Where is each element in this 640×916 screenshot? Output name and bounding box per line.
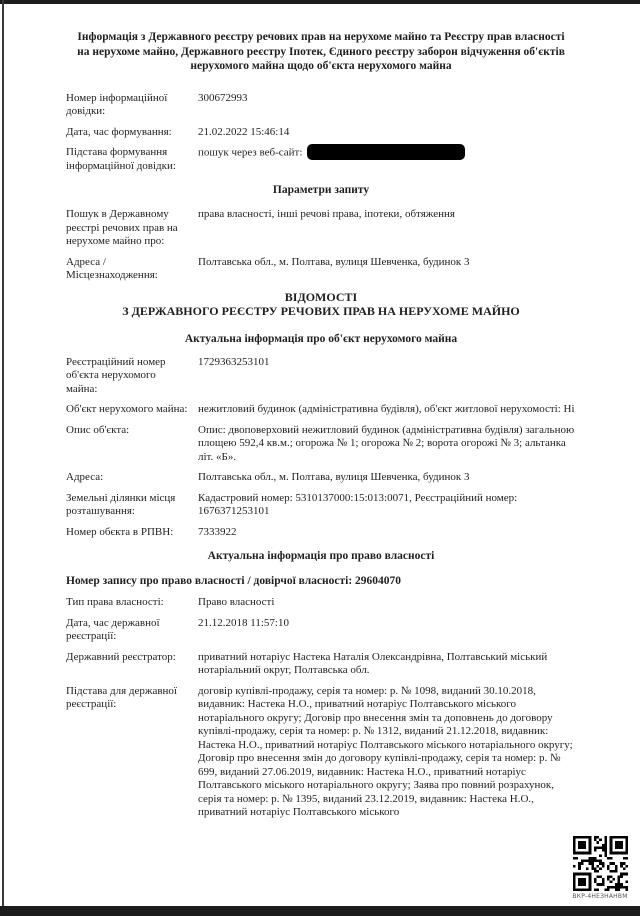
field-row-rpvn-number xyxy=(66,526,576,540)
field-value: 21.02.2022 15:46:14 xyxy=(198,125,290,138)
qr-caption: ВКР-4НЕЗНАНВМ xyxy=(572,893,628,900)
redaction-box xyxy=(307,144,465,160)
field-label: Номер інформаційної довідки: xyxy=(66,91,168,117)
ownership-record-heading: Номер запису про право власності / довірчої власності: 29604070 xyxy=(66,575,402,587)
field-value: 21.12.2018 11:57:10 xyxy=(198,616,289,629)
field-label: Підстава формування інформаційної довідки: xyxy=(66,146,176,172)
field-label: Об'єкт нерухомого майна: xyxy=(66,403,188,415)
field-label: Номер обєкта в РПВН: xyxy=(66,525,174,538)
field-label: Тип права власності: xyxy=(66,596,164,608)
sub-heading-object-info: Актуальна інформація про об'єкт нерухомого майна xyxy=(184,332,458,345)
field-row-ownership-type xyxy=(66,596,576,610)
field-row-state-registrar xyxy=(66,651,576,678)
field-value: Опис: двоповерховий нежитловий будинок (адміністративна будівля) загальною площею 592,4 кв.м.; огорожа № 1; огорожа № 2; ворота огорожі № 3; альтанка літ. «Б». xyxy=(198,423,575,463)
field-label: Опис об'єкта: xyxy=(66,423,130,436)
field-row-address-query xyxy=(66,256,576,283)
field-row-object-description xyxy=(66,424,576,465)
bottom-border xyxy=(0,906,640,916)
field-label: Реєстраційний номер об'єкта нерухомого майна: xyxy=(66,355,166,395)
field-label: Дата, час державної реєстрації: xyxy=(66,616,160,642)
field-row-registration-datetime xyxy=(66,617,576,644)
section-heading-ownership: Актуальна інформація про право власності xyxy=(207,550,435,562)
field-value: Полтавська обл., м. Полтава, вулиця Шевченка, будинок 3 xyxy=(198,471,470,483)
field-value: Право власності xyxy=(198,596,275,608)
field-value: 7333922 xyxy=(198,525,237,538)
section-heading-query-params: Параметри запиту xyxy=(272,184,370,196)
field-value: Кадастровий номер: 5310137000:15:013:0071, Реєстраційний номер: 1676371253101 xyxy=(198,491,518,517)
main-heading-vidomosti xyxy=(66,290,576,318)
field-row-formation-basis xyxy=(66,146,576,173)
top-border xyxy=(0,0,640,4)
field-row-land-parcels xyxy=(66,492,576,519)
field-label: Підстава для державної реєстрації: xyxy=(66,684,177,710)
field-label: Адреса: xyxy=(66,471,104,483)
field-row-registration-number xyxy=(66,356,576,397)
left-border xyxy=(2,0,4,916)
field-row-object-address xyxy=(66,471,576,485)
document-title: Інформація з Державного реєстру речових прав на нерухоме майно та Реєстру прав власності на нерухоме майно, Державного реєстру Іпотек, Єдиного реєстру заборон відчуження об'єктів нерухомого майна щодо об'єкта нерухомого майна xyxy=(77,31,565,72)
field-value: нежитловий будинок (адміністративна будівля), об'єкт житлової нерухомості: Ні xyxy=(198,403,575,415)
field-label: Земельні ділянки місця розташування: xyxy=(66,491,176,517)
qr-block xyxy=(569,836,631,900)
field-label: Пошук в Державному реєстрі речових прав на нерухоме майно про: xyxy=(66,208,178,247)
field-label: Дата, час формування: xyxy=(66,125,172,138)
field-value-text: пошук через веб-сайт: xyxy=(198,146,303,159)
field-value: Полтавська обл., м. Полтава, вулиця Шевченка, будинок 3 xyxy=(198,255,470,268)
field-value: права власності, інші речові права, іпотеки, обтяження xyxy=(198,208,455,220)
field-row-registration-basis xyxy=(66,685,576,820)
field-value: 300672993 xyxy=(198,91,248,104)
qr-code-icon xyxy=(573,836,628,891)
field-label: Державний реєстратор: xyxy=(66,650,176,663)
field-value: приватний нотаріус Настека Наталія Олександрівна, Полтавський міський нотаріальний округ, Полтавська обл. xyxy=(198,650,548,676)
field-row-object-type xyxy=(66,403,576,417)
field-label: Адреса / Місцезнаходження: xyxy=(66,255,158,281)
field-value: 1729363253101 xyxy=(198,355,270,368)
field-row-formation-date xyxy=(66,126,576,140)
field-value: договір купівлі-продажу, серія та номер: р. № 1098, виданий 30.10.2018, видавник: Настека Н.О., приватний нотаріус Полтавського міського нотаріального округу; Договір про внесення змін та доповнень до договору купівлі-продажу, серія та номер: р. № 1312, виданий 21.12.2018, видавник: Настека Н.О., приватний нотаріус Полтавського міського нотаріального округу; Договір про внесення змін до договору купівлі-продажу, серія та номер: р. № 699, виданий 27.06.2019, видавник: Настека Н.О., приватний нотаріус Полтавського міського нотаріального округу; Заява про повний розрахунок, серія та номер: р. № 1395, виданий 23.12.2019, видавник: Настека Н.О., приватний нотаріус Полтавського міського xyxy=(198,684,573,818)
field-row-search-scope xyxy=(66,208,576,249)
main-heading-line1: ВІДОМОСТІ xyxy=(284,289,358,304)
field-row-info-number xyxy=(66,92,576,119)
main-heading-line2: З ДЕРЖАВНОГО РЕЄСТРУ РЕЧОВИХ ПРАВ НА НЕРУХОМЕ МАЙНО xyxy=(122,303,520,318)
field-value xyxy=(198,146,576,173)
